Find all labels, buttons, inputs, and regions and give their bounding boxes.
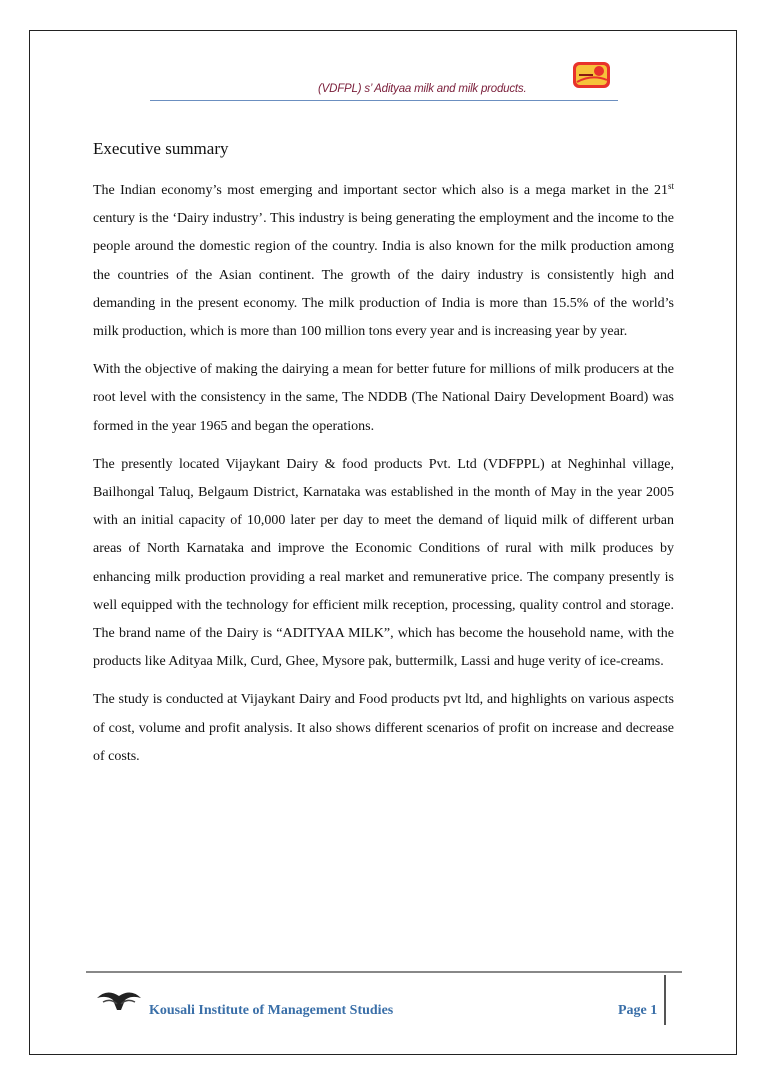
footer-institute-name: Kousali Institute of Management Studies bbox=[149, 1003, 394, 1018]
paragraph-2: With the objective of making the dairying a mean for better future for millions of milk producers at the root level with the consistency in the same, The NDDB (The National Dairy Development Board) was formed in the year 1965 and began the operations. bbox=[93, 362, 674, 434]
adityaa-milk-logo bbox=[572, 60, 612, 90]
section-heading: Executive summary bbox=[93, 139, 229, 158]
institute-emblem-logo bbox=[95, 986, 143, 1012]
paragraph-1: The Indian economy’s most emerging and important sector which also is a mega market in the 21st century is the ‘Dairy industry’. This industry is being generating the employment and the income to the people around the domestic region of the country. India is also known for the milk production among the countries of the Asian continent. The growth of the dairy industry is consistently high and demanding in the present economy. The milk production of India is more than 15.5% of the world’s milk production, which is more than 100 million tons every year and is increasing year by year. bbox=[93, 181, 674, 340]
paragraph-3: The presently located Vijaykant Dairy & food products Pvt. Ltd (VDFPPL) at Neghinhal village, Bailhongal Taluq, Belgaum District, Karnataka was established in the month of May in the year 2005 with an initial capacity of 10,000 later per day to meet the demand of liquid milk of different urban areas of North Karnataka and improve the Economic Conditions of rural with milk produces by enhancing milk production providing a real market and remunerative price. The company presently is well equipped with the technology for efficient milk reception, processing, quality control and storage. The brand name of the Dairy is “ADITYAA MILK”, which has become the household name, with the products like Adityaa Milk, Curd, Ghee, Mysore pak, buttermilk, Lassi and huge verity of ice-creams. bbox=[93, 456, 674, 670]
header-divider bbox=[150, 100, 618, 101]
page-number: Page 1 bbox=[618, 1003, 658, 1018]
summary-body bbox=[93, 177, 674, 781]
footer-vertical-bar bbox=[664, 975, 666, 1025]
footer-divider bbox=[86, 971, 682, 973]
paragraph-4: The study is conducted at Vijaykant Dairy and Food products pvt ltd, and highlights on various aspects of cost, volume and profit analysis. It also shows different scenarios of profit on increase and decrease of costs. bbox=[93, 692, 674, 764]
header-title: (VDFPL) s’ Adityaa milk and milk products. bbox=[318, 83, 527, 95]
